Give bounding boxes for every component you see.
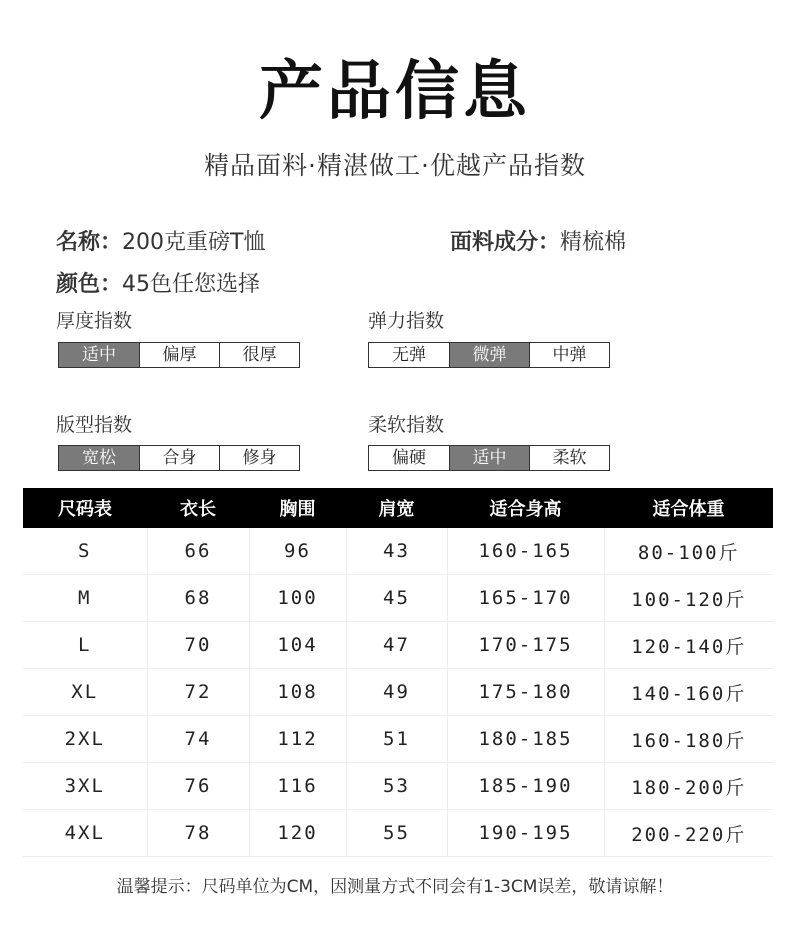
table-row xyxy=(23,575,773,622)
info-name-key: 名称： xyxy=(56,230,123,255)
size-table-header-row xyxy=(23,488,773,528)
cell-size: XL xyxy=(23,669,147,716)
cell-chest: 112 xyxy=(249,716,346,763)
cell-weight: 200-220斤 xyxy=(604,810,773,857)
table-row xyxy=(23,528,773,575)
cell-height: 170-175 xyxy=(447,622,604,669)
cell-chest: 108 xyxy=(249,669,346,716)
cell-size: L xyxy=(23,622,147,669)
cell-size: M xyxy=(23,575,147,622)
cell-shoulder: 45 xyxy=(346,575,447,622)
size-note: 温馨提示：尺码单位为CM，因测量方式不同会有1-3CM误差，敬请谅解！ xyxy=(116,877,674,897)
cell-height: 190-195 xyxy=(447,810,604,857)
cell-weight: 180-200斤 xyxy=(604,763,773,810)
fit-option: 修身 xyxy=(219,446,299,470)
cell-length: 66 xyxy=(147,528,249,575)
cell-height: 185-190 xyxy=(447,763,604,810)
softness-index-scale xyxy=(368,445,610,471)
header-weight: 适合体重 xyxy=(604,488,773,528)
cell-length: 76 xyxy=(147,763,249,810)
elasticity-index-label: 弹力指数 xyxy=(368,310,445,332)
cell-weight: 120-140斤 xyxy=(604,622,773,669)
table-row xyxy=(23,763,773,810)
header-size: 尺码表 xyxy=(23,488,147,528)
info-name xyxy=(56,225,265,256)
thickness-option: 偏厚 xyxy=(139,343,219,367)
info-color-key: 颜色： xyxy=(56,272,123,297)
elasticity-option: 无弹 xyxy=(392,345,426,365)
info-color xyxy=(56,267,260,298)
softness-option: 柔软 xyxy=(529,446,609,470)
info-fabric-value: 精梳棉 xyxy=(560,230,627,255)
cell-length: 74 xyxy=(147,716,249,763)
softness-option: 适中 xyxy=(449,446,529,470)
table-row xyxy=(23,669,773,716)
cell-length: 68 xyxy=(147,575,249,622)
cell-shoulder: 51 xyxy=(346,716,447,763)
info-fabric-key: 面料成分： xyxy=(450,230,561,255)
softness-option: 偏硬 xyxy=(392,448,426,468)
cell-chest: 100 xyxy=(249,575,346,622)
header-shoulder: 肩宽 xyxy=(346,488,447,528)
cell-size: 4XL xyxy=(23,810,147,857)
cell-chest: 104 xyxy=(249,622,346,669)
cell-weight: 160-180斤 xyxy=(604,716,773,763)
info-name-value: 200克重磅T恤 xyxy=(122,230,266,255)
cell-weight: 100-120斤 xyxy=(604,575,773,622)
info-color-value: 45色任您选择 xyxy=(122,272,261,297)
page-title: 产品信息 xyxy=(259,55,531,129)
header-height: 适合身高 xyxy=(447,488,604,528)
thickness-index-label: 厚度指数 xyxy=(56,310,133,332)
cell-shoulder: 47 xyxy=(346,622,447,669)
page-subtitle: 精品面料·精湛做工·优越产品指数 xyxy=(204,151,586,180)
fit-index-scale xyxy=(58,445,300,471)
cell-shoulder: 49 xyxy=(346,669,447,716)
cell-length: 72 xyxy=(147,669,249,716)
fit-index-label: 版型指数 xyxy=(56,414,133,436)
cell-chest: 116 xyxy=(249,763,346,810)
cell-height: 165-170 xyxy=(447,575,604,622)
size-table xyxy=(23,488,773,857)
cell-height: 160-165 xyxy=(447,528,604,575)
cell-length: 70 xyxy=(147,622,249,669)
elasticity-index-scale xyxy=(368,342,610,368)
thickness-option: 很厚 xyxy=(219,343,299,367)
cell-shoulder: 53 xyxy=(346,763,447,810)
cell-height: 175-180 xyxy=(447,669,604,716)
cell-size: S xyxy=(23,528,147,575)
thickness-index-scale xyxy=(58,342,300,368)
cell-weight: 80-100斤 xyxy=(604,528,773,575)
table-row xyxy=(23,622,773,669)
cell-chest: 96 xyxy=(249,528,346,575)
elasticity-option: 微弹 xyxy=(449,343,529,367)
cell-chest: 120 xyxy=(249,810,346,857)
cell-shoulder: 43 xyxy=(346,528,447,575)
fit-option: 合身 xyxy=(139,446,219,470)
fit-option: 宽松 xyxy=(59,446,139,470)
cell-height: 180-185 xyxy=(447,716,604,763)
cell-length: 78 xyxy=(147,810,249,857)
info-fabric xyxy=(450,225,626,256)
header-chest: 胸围 xyxy=(249,488,346,528)
thickness-option: 适中 xyxy=(59,343,139,367)
cell-shoulder: 55 xyxy=(346,810,447,857)
cell-size: 2XL xyxy=(23,716,147,763)
softness-index-label: 柔软指数 xyxy=(368,414,445,436)
cell-size: 3XL xyxy=(23,763,147,810)
elasticity-option: 中弹 xyxy=(529,343,609,367)
table-row xyxy=(23,716,773,763)
header-length: 衣长 xyxy=(147,488,249,528)
cell-weight: 140-160斤 xyxy=(604,669,773,716)
table-row xyxy=(23,810,773,857)
